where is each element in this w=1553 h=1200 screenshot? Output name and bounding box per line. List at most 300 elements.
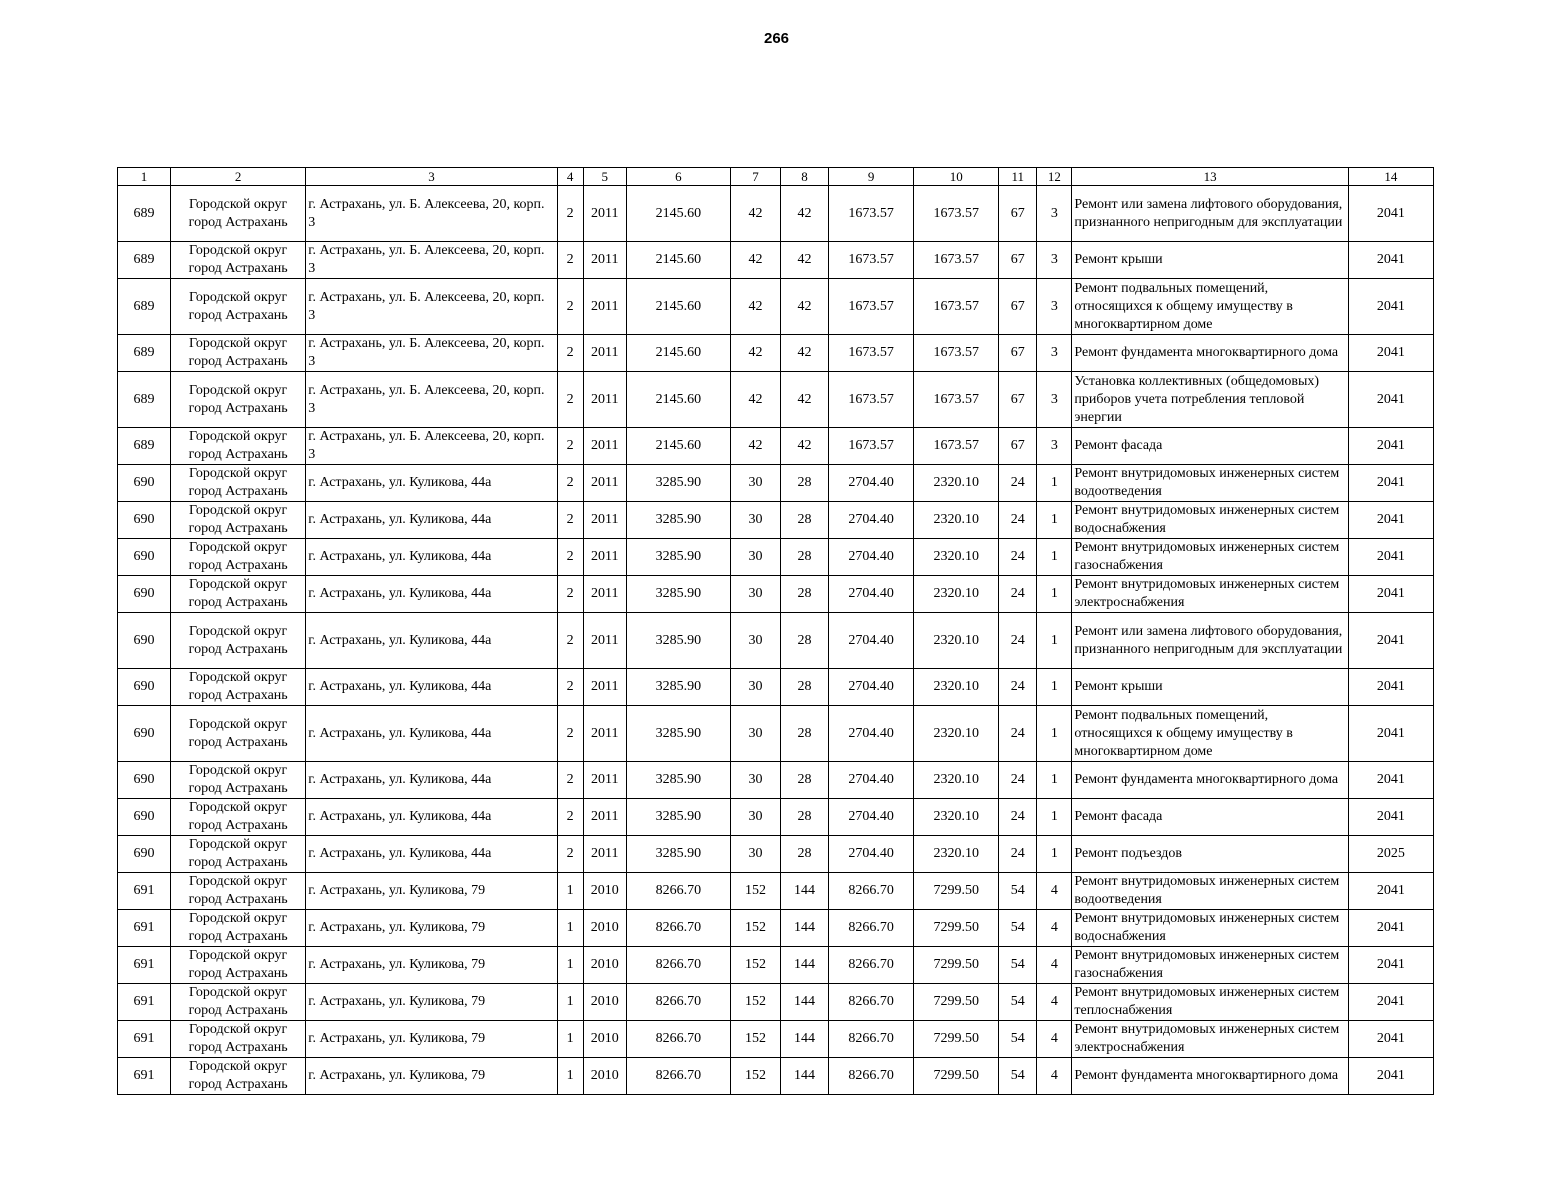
row-number: 691 (118, 910, 171, 947)
address-cell: г. Астрахань, ул. Б. Алексеева, 20, корп. 3 (306, 186, 557, 242)
planned-year-cell: 2041 (1348, 762, 1433, 799)
value-cell: 1 (1037, 465, 1072, 502)
address-cell: г. Астрахань, ул. Куликова, 44а (306, 799, 557, 836)
value-cell: 24 (999, 502, 1037, 539)
value-cell: 1 (1037, 576, 1072, 613)
value-cell: 30 (730, 836, 780, 873)
work-type-cell: Ремонт подъездов (1072, 836, 1348, 873)
work-type-cell: Ремонт фасада (1072, 428, 1348, 465)
column-header: 8 (780, 168, 828, 186)
value-cell: 54 (999, 873, 1037, 910)
value-cell: 8266.70 (626, 1058, 730, 1095)
value-cell: 2704.40 (829, 706, 914, 762)
value-cell: 2320.10 (914, 669, 999, 706)
value-cell: 144 (780, 873, 828, 910)
work-type-cell: Ремонт фасада (1072, 799, 1348, 836)
municipality-cell: Городской округ город Астрахань (171, 539, 306, 576)
row-number: 690 (118, 836, 171, 873)
row-number: 690 (118, 669, 171, 706)
work-type-cell: Установка коллективных (общедомовых) приборов учета потребления тепловой энергии (1072, 372, 1348, 428)
table-row (118, 1058, 1434, 1095)
table-row (118, 706, 1434, 762)
address-cell: г. Астрахань, ул. Куликова, 44а (306, 613, 557, 669)
value-cell: 1673.57 (914, 186, 999, 242)
value-cell: 2704.40 (829, 669, 914, 706)
value-cell: 54 (999, 1058, 1037, 1095)
municipality-cell: Городской округ город Астрахань (171, 576, 306, 613)
value-cell: 3285.90 (626, 799, 730, 836)
value-cell: 1673.57 (829, 372, 914, 428)
value-cell: 1673.57 (829, 279, 914, 335)
value-cell: 67 (999, 335, 1037, 372)
value-cell: 4 (1037, 1021, 1072, 1058)
value-cell: 1 (557, 910, 583, 947)
column-header: 9 (829, 168, 914, 186)
value-cell: 42 (730, 186, 780, 242)
value-cell: 2704.40 (829, 613, 914, 669)
value-cell: 1 (557, 984, 583, 1021)
value-cell: 144 (780, 1058, 828, 1095)
column-header: 7 (730, 168, 780, 186)
value-cell: 3 (1037, 186, 1072, 242)
value-cell: 24 (999, 799, 1037, 836)
year-cell: 2011 (583, 335, 626, 372)
planned-year-cell: 2041 (1348, 669, 1433, 706)
year-cell: 2011 (583, 242, 626, 279)
value-cell: 30 (730, 762, 780, 799)
year-cell: 2011 (583, 372, 626, 428)
address-cell: г. Астрахань, ул. Куликова, 44а (306, 669, 557, 706)
row-number: 690 (118, 502, 171, 539)
value-cell: 30 (730, 539, 780, 576)
planned-year-cell: 2041 (1348, 279, 1433, 335)
municipality-cell: Городской округ город Астрахань (171, 984, 306, 1021)
value-cell: 2 (557, 502, 583, 539)
value-cell: 8266.70 (829, 1021, 914, 1058)
address-cell: г. Астрахань, ул. Куликова, 79 (306, 984, 557, 1021)
work-type-cell: Ремонт внутридомовых инженерных систем водоотведения (1072, 873, 1348, 910)
municipality-cell: Городской округ город Астрахань (171, 242, 306, 279)
value-cell: 28 (780, 762, 828, 799)
year-cell: 2011 (583, 186, 626, 242)
address-cell: г. Астрахань, ул. Куликова, 44а (306, 576, 557, 613)
row-number: 690 (118, 762, 171, 799)
value-cell: 1673.57 (914, 242, 999, 279)
value-cell: 30 (730, 669, 780, 706)
table-row (118, 1021, 1434, 1058)
planned-year-cell: 2041 (1348, 910, 1433, 947)
value-cell: 1 (1037, 539, 1072, 576)
value-cell: 2 (557, 576, 583, 613)
municipality-cell: Городской округ город Астрахань (171, 873, 306, 910)
row-number: 689 (118, 428, 171, 465)
value-cell: 8266.70 (626, 910, 730, 947)
planned-year-cell: 2041 (1348, 242, 1433, 279)
municipality-cell: Городской округ город Астрахань (171, 502, 306, 539)
value-cell: 42 (730, 279, 780, 335)
table-row (118, 502, 1434, 539)
work-type-cell: Ремонт подвальных помещений, относящихся к общему имуществу в многоквартирном доме (1072, 706, 1348, 762)
value-cell: 3 (1037, 242, 1072, 279)
value-cell: 24 (999, 576, 1037, 613)
municipality-cell: Городской округ город Астрахань (171, 910, 306, 947)
address-cell: г. Астрахань, ул. Б. Алексеева, 20, корп. 3 (306, 279, 557, 335)
value-cell: 152 (730, 1058, 780, 1095)
value-cell: 1 (1037, 669, 1072, 706)
planned-year-cell: 2041 (1348, 335, 1433, 372)
value-cell: 144 (780, 947, 828, 984)
planned-year-cell: 2041 (1348, 428, 1433, 465)
year-cell: 2010 (583, 910, 626, 947)
planned-year-cell: 2041 (1348, 1021, 1433, 1058)
address-cell: г. Астрахань, ул. Куликова, 44а (306, 762, 557, 799)
value-cell: 67 (999, 428, 1037, 465)
value-cell: 144 (780, 910, 828, 947)
value-cell: 8266.70 (626, 984, 730, 1021)
column-header: 4 (557, 168, 583, 186)
year-cell: 2011 (583, 279, 626, 335)
value-cell: 3285.90 (626, 762, 730, 799)
work-type-cell: Ремонт внутридомовых инженерных систем электроснабжения (1072, 576, 1348, 613)
row-number: 691 (118, 984, 171, 1021)
column-header: 6 (626, 168, 730, 186)
value-cell: 2 (557, 539, 583, 576)
value-cell: 67 (999, 372, 1037, 428)
row-number: 691 (118, 873, 171, 910)
row-number: 689 (118, 372, 171, 428)
municipality-cell: Городской округ город Астрахань (171, 947, 306, 984)
value-cell: 4 (1037, 1058, 1072, 1095)
value-cell: 24 (999, 836, 1037, 873)
value-cell: 3285.90 (626, 502, 730, 539)
value-cell: 2145.60 (626, 279, 730, 335)
address-cell: г. Астрахань, ул. Куликова, 44а (306, 706, 557, 762)
municipality-cell: Городской округ город Астрахань (171, 335, 306, 372)
address-cell: г. Астрахань, ул. Куликова, 44а (306, 539, 557, 576)
value-cell: 30 (730, 799, 780, 836)
value-cell: 1 (1037, 613, 1072, 669)
value-cell: 7299.50 (914, 873, 999, 910)
value-cell: 28 (780, 539, 828, 576)
value-cell: 3285.90 (626, 539, 730, 576)
table-row (118, 465, 1434, 502)
planned-year-cell: 2041 (1348, 613, 1433, 669)
value-cell: 152 (730, 910, 780, 947)
value-cell: 42 (780, 372, 828, 428)
value-cell: 8266.70 (829, 947, 914, 984)
row-number: 690 (118, 706, 171, 762)
municipality-cell: Городской округ город Астрахань (171, 1021, 306, 1058)
work-type-cell: Ремонт внутридомовых инженерных систем водоснабжения (1072, 502, 1348, 539)
planned-year-cell: 2041 (1348, 799, 1433, 836)
value-cell: 24 (999, 465, 1037, 502)
value-cell: 24 (999, 762, 1037, 799)
value-cell: 3 (1037, 335, 1072, 372)
work-type-cell: Ремонт или замена лифтового оборудования, признанного непригодным для эксплуатации (1072, 186, 1348, 242)
year-cell: 2011 (583, 836, 626, 873)
value-cell: 144 (780, 1021, 828, 1058)
year-cell: 2010 (583, 1058, 626, 1095)
value-cell: 2 (557, 428, 583, 465)
value-cell: 3285.90 (626, 576, 730, 613)
municipality-cell: Городской округ город Астрахань (171, 836, 306, 873)
value-cell: 2320.10 (914, 502, 999, 539)
value-cell: 8266.70 (626, 873, 730, 910)
municipality-cell: Городской округ город Астрахань (171, 706, 306, 762)
table-row (118, 613, 1434, 669)
value-cell: 2704.40 (829, 762, 914, 799)
value-cell: 7299.50 (914, 947, 999, 984)
value-cell: 42 (780, 279, 828, 335)
value-cell: 8266.70 (829, 873, 914, 910)
value-cell: 152 (730, 984, 780, 1021)
work-type-cell: Ремонт крыши (1072, 242, 1348, 279)
value-cell: 1 (557, 1058, 583, 1095)
row-number: 689 (118, 279, 171, 335)
value-cell: 42 (780, 186, 828, 242)
planned-year-cell: 2041 (1348, 465, 1433, 502)
table-row (118, 539, 1434, 576)
value-cell: 2 (557, 799, 583, 836)
value-cell: 54 (999, 984, 1037, 1021)
value-cell: 28 (780, 706, 828, 762)
value-cell: 2704.40 (829, 465, 914, 502)
value-cell: 42 (730, 242, 780, 279)
value-cell: 2 (557, 836, 583, 873)
column-header: 11 (999, 168, 1037, 186)
work-type-cell: Ремонт фундамента многоквартирного дома (1072, 1058, 1348, 1095)
column-header: 14 (1348, 168, 1433, 186)
column-header: 10 (914, 168, 999, 186)
value-cell: 2320.10 (914, 613, 999, 669)
value-cell: 3285.90 (626, 465, 730, 502)
value-cell: 2 (557, 279, 583, 335)
address-cell: г. Астрахань, ул. Б. Алексеева, 20, корп. 3 (306, 428, 557, 465)
year-cell: 2011 (583, 669, 626, 706)
value-cell: 2 (557, 186, 583, 242)
value-cell: 2320.10 (914, 706, 999, 762)
year-cell: 2011 (583, 799, 626, 836)
address-cell: г. Астрахань, ул. Куликова, 79 (306, 1058, 557, 1095)
value-cell: 152 (730, 1021, 780, 1058)
value-cell: 30 (730, 613, 780, 669)
municipality-cell: Городской округ город Астрахань (171, 279, 306, 335)
value-cell: 2145.60 (626, 428, 730, 465)
value-cell: 3 (1037, 372, 1072, 428)
value-cell: 2320.10 (914, 836, 999, 873)
value-cell: 42 (730, 428, 780, 465)
value-cell: 8266.70 (829, 910, 914, 947)
municipality-cell: Городской округ город Астрахань (171, 1058, 306, 1095)
table-row (118, 947, 1434, 984)
work-type-cell: Ремонт внутридомовых инженерных систем электроснабжения (1072, 1021, 1348, 1058)
municipality-cell: Городской округ город Астрахань (171, 465, 306, 502)
value-cell: 7299.50 (914, 984, 999, 1021)
table-row (118, 428, 1434, 465)
value-cell: 54 (999, 1021, 1037, 1058)
value-cell: 1673.57 (914, 279, 999, 335)
value-cell: 24 (999, 613, 1037, 669)
row-number: 689 (118, 335, 171, 372)
value-cell: 2704.40 (829, 539, 914, 576)
value-cell: 42 (780, 335, 828, 372)
value-cell: 4 (1037, 910, 1072, 947)
planned-year-cell: 2041 (1348, 947, 1433, 984)
work-type-cell: Ремонт подвальных помещений, относящихся к общему имуществу в многоквартирном доме (1072, 279, 1348, 335)
value-cell: 2704.40 (829, 502, 914, 539)
value-cell: 30 (730, 465, 780, 502)
value-cell: 1673.57 (829, 428, 914, 465)
value-cell: 1 (1037, 799, 1072, 836)
value-cell: 1 (557, 873, 583, 910)
column-header: 3 (306, 168, 557, 186)
value-cell: 3285.90 (626, 669, 730, 706)
value-cell: 24 (999, 706, 1037, 762)
value-cell: 2 (557, 242, 583, 279)
value-cell: 28 (780, 799, 828, 836)
address-cell: г. Астрахань, ул. Куликова, 79 (306, 910, 557, 947)
value-cell: 24 (999, 669, 1037, 706)
table-body (118, 186, 1434, 1095)
value-cell: 2704.40 (829, 836, 914, 873)
municipality-cell: Городской округ город Астрахань (171, 428, 306, 465)
row-number: 691 (118, 1021, 171, 1058)
work-type-cell: Ремонт внутридомовых инженерных систем водоотведения (1072, 465, 1348, 502)
row-number: 690 (118, 539, 171, 576)
value-cell: 54 (999, 910, 1037, 947)
table-row (118, 873, 1434, 910)
value-cell: 4 (1037, 873, 1072, 910)
value-cell: 2145.60 (626, 242, 730, 279)
table-row (118, 335, 1434, 372)
planned-year-cell: 2041 (1348, 706, 1433, 762)
value-cell: 2320.10 (914, 576, 999, 613)
value-cell: 2 (557, 762, 583, 799)
table-row (118, 186, 1434, 242)
value-cell: 1 (1037, 502, 1072, 539)
value-cell: 8266.70 (829, 1058, 914, 1095)
column-header: 12 (1037, 168, 1072, 186)
row-number: 689 (118, 186, 171, 242)
planned-year-cell: 2041 (1348, 1058, 1433, 1095)
value-cell: 1673.57 (914, 335, 999, 372)
value-cell: 1 (1037, 706, 1072, 762)
planned-year-cell: 2041 (1348, 576, 1433, 613)
year-cell: 2011 (583, 428, 626, 465)
value-cell: 3285.90 (626, 706, 730, 762)
work-type-cell: Ремонт крыши (1072, 669, 1348, 706)
address-cell: г. Астрахань, ул. Куликова, 79 (306, 1021, 557, 1058)
planned-year-cell: 2041 (1348, 539, 1433, 576)
work-type-cell: Ремонт или замена лифтового оборудования, признанного непригодным для эксплуатации (1072, 613, 1348, 669)
value-cell: 1673.57 (829, 335, 914, 372)
planned-year-cell: 2041 (1348, 984, 1433, 1021)
value-cell: 2 (557, 465, 583, 502)
table-row (118, 984, 1434, 1021)
value-cell: 4 (1037, 947, 1072, 984)
work-type-cell: Ремонт внутридомовых инженерных систем газоснабжения (1072, 947, 1348, 984)
row-number: 689 (118, 242, 171, 279)
value-cell: 30 (730, 502, 780, 539)
address-cell: г. Астрахань, ул. Куликова, 79 (306, 873, 557, 910)
year-cell: 2011 (583, 706, 626, 762)
municipality-cell: Городской округ город Астрахань (171, 762, 306, 799)
table-row (118, 910, 1434, 947)
value-cell: 7299.50 (914, 1021, 999, 1058)
work-type-cell: Ремонт фундамента многоквартирного дома (1072, 335, 1348, 372)
table-row (118, 669, 1434, 706)
column-header: 13 (1072, 168, 1348, 186)
value-cell: 67 (999, 279, 1037, 335)
municipality-cell: Городской округ город Астрахань (171, 186, 306, 242)
value-cell: 1 (557, 1021, 583, 1058)
work-type-cell: Ремонт фундамента многоквартирного дома (1072, 762, 1348, 799)
planned-year-cell: 2041 (1348, 186, 1433, 242)
value-cell: 42 (730, 335, 780, 372)
year-cell: 2011 (583, 762, 626, 799)
value-cell: 7299.50 (914, 1058, 999, 1095)
value-cell: 4 (1037, 984, 1072, 1021)
value-cell: 28 (780, 465, 828, 502)
address-cell: г. Астрахань, ул. Б. Алексеева, 20, корп. 3 (306, 242, 557, 279)
value-cell: 2320.10 (914, 762, 999, 799)
value-cell: 2145.60 (626, 372, 730, 428)
row-number: 691 (118, 947, 171, 984)
value-cell: 8266.70 (626, 1021, 730, 1058)
row-number: 690 (118, 576, 171, 613)
value-cell: 2704.40 (829, 799, 914, 836)
value-cell: 2145.60 (626, 335, 730, 372)
header-row (118, 168, 1434, 186)
table-row (118, 279, 1434, 335)
value-cell: 28 (780, 669, 828, 706)
value-cell: 28 (780, 502, 828, 539)
value-cell: 2320.10 (914, 539, 999, 576)
value-cell: 30 (730, 576, 780, 613)
table-row (118, 576, 1434, 613)
value-cell: 42 (780, 242, 828, 279)
municipality-cell: Городской округ город Астрахань (171, 372, 306, 428)
year-cell: 2011 (583, 576, 626, 613)
value-cell: 2704.40 (829, 576, 914, 613)
value-cell: 54 (999, 947, 1037, 984)
value-cell: 3285.90 (626, 836, 730, 873)
table-row (118, 799, 1434, 836)
value-cell: 3 (1037, 428, 1072, 465)
value-cell: 2320.10 (914, 465, 999, 502)
address-cell: г. Астрахань, ул. Куликова, 79 (306, 947, 557, 984)
year-cell: 2011 (583, 502, 626, 539)
work-type-cell: Ремонт внутридомовых инженерных систем газоснабжения (1072, 539, 1348, 576)
work-type-cell: Ремонт внутридомовых инженерных систем теплоснабжения (1072, 984, 1348, 1021)
value-cell: 2320.10 (914, 799, 999, 836)
value-cell: 28 (780, 836, 828, 873)
value-cell: 3 (1037, 279, 1072, 335)
value-cell: 1673.57 (914, 428, 999, 465)
value-cell: 1 (1037, 762, 1072, 799)
value-cell: 7299.50 (914, 910, 999, 947)
planned-year-cell: 2041 (1348, 372, 1433, 428)
table-row (118, 836, 1434, 873)
address-cell: г. Астрахань, ул. Куликова, 44а (306, 502, 557, 539)
planned-year-cell: 2025 (1348, 836, 1433, 873)
value-cell: 67 (999, 186, 1037, 242)
table-row (118, 372, 1434, 428)
year-cell: 2010 (583, 984, 626, 1021)
year-cell: 2011 (583, 539, 626, 576)
value-cell: 24 (999, 539, 1037, 576)
address-cell: г. Астрахань, ул. Куликова, 44а (306, 836, 557, 873)
